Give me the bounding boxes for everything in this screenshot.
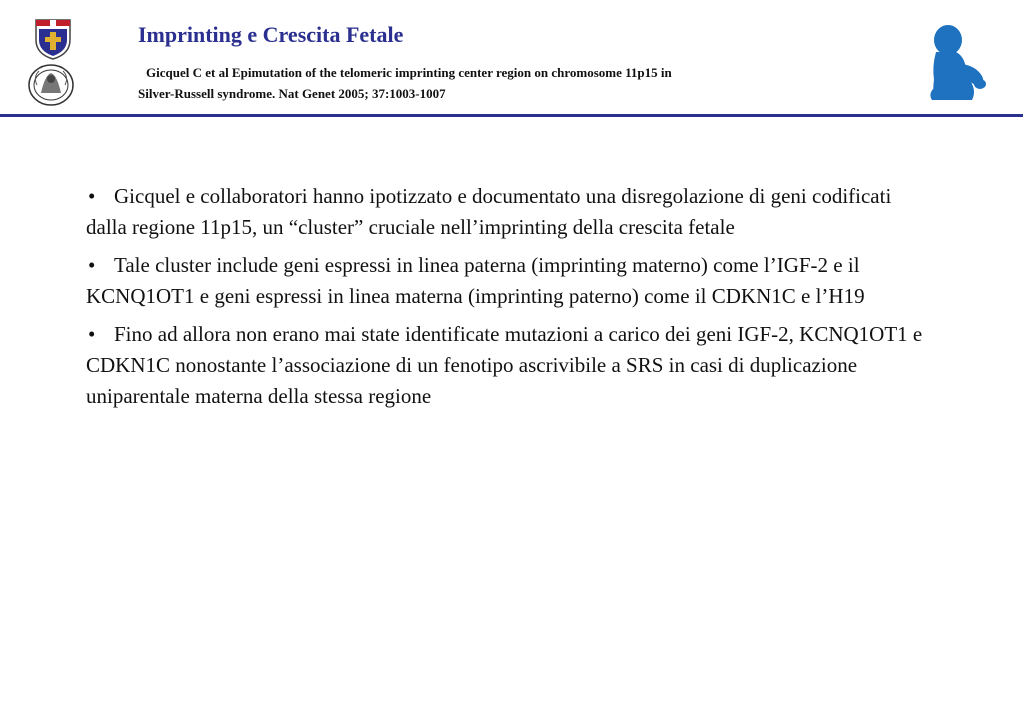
bullet-marker: •: [88, 184, 96, 208]
seated-child-silhouette-icon: [926, 22, 988, 102]
bullet-item: [86, 319, 926, 412]
bullet-marker: •: [88, 253, 96, 277]
bullet-text: Gicquel e collaboratori hanno ipotizzato e documentato una disregolazione di geni codificati dalla regione 11p15, un “cluster” cruciale nell’imprinting della crescita fetale: [86, 184, 892, 239]
bullet-text: Fino ad allora non erano mai state identificate mutazioni a carico dei geni IGF-2, KCNQ1OT1 e CDKN1C nonostante l’associazione di un fenotipo ascrivibile a SRS in casi di duplicazione uniparentale materna della stessa regione: [86, 322, 923, 408]
bullet-marker: •: [88, 322, 96, 346]
bullet-item: [86, 250, 926, 312]
citation-line-2: Silver-Russell syndrome. Nat Genet 2005; 37:1003-1007: [138, 86, 446, 101]
university-seal-icon: [27, 63, 75, 107]
bullet-text: Tale cluster include geni espressi in linea paterna (imprinting materno) come l’IGF-2 e il KCNQ1OT1 e geni espressi in linea materna (imprinting paterno) come il CDKN1C e l’H19: [86, 253, 865, 308]
bullet-item: [86, 181, 926, 243]
page-title: Imprinting e Crescita Fetale: [138, 22, 404, 47]
citation: [138, 62, 798, 104]
citation-line-1: Gicquel C et al Epimutation of the telomeric imprinting center region on chromosome 11p15 in: [146, 65, 672, 80]
university-shield-icon: [34, 16, 72, 60]
bullet-list: [86, 181, 926, 419]
header-divider: [0, 114, 1023, 117]
